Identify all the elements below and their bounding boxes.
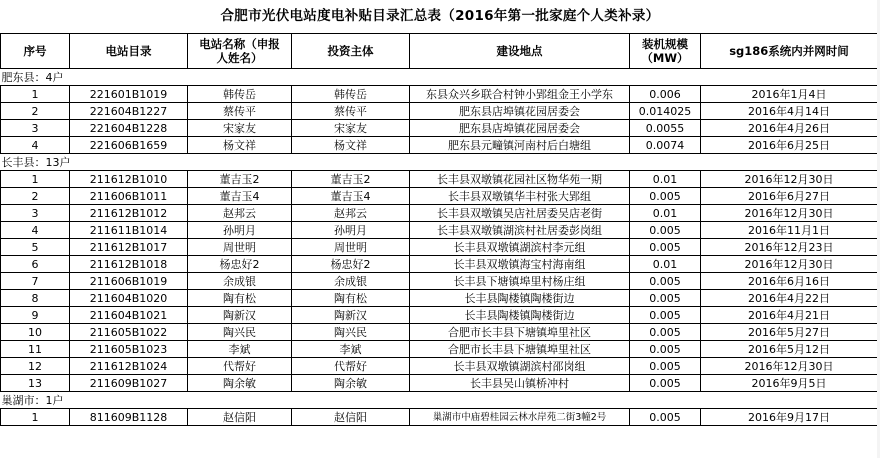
cell-seq: 2 — [1, 103, 70, 120]
cell-grid-time: 2016年4月26日 — [701, 120, 878, 137]
cell-station-name: 孙明月 — [188, 222, 292, 239]
cell-location: 长丰县陶楼镇陶楼街边 — [410, 307, 630, 324]
group-label: 长丰县：13户 — [1, 154, 878, 171]
cell-seq: 13 — [1, 375, 70, 392]
header-station-name-text: 电站名称（申报人姓名） — [199, 37, 280, 65]
cell-location: 长丰县双墩镇海宝村海南组 — [410, 256, 630, 273]
cell-capacity: 0.005 — [630, 239, 701, 256]
group-row — [1, 154, 878, 171]
cell-location: 合肥市长丰县下塘镇埠里社区 — [410, 324, 630, 341]
cell-investor: 陶兴民 — [292, 324, 410, 341]
cell-location: 长丰县双墩镇湖滨村李元组 — [410, 239, 630, 256]
cell-station-name: 赵信阳 — [188, 409, 292, 426]
cell-station-name: 周世明 — [188, 239, 292, 256]
cell-station-id: 221601B1019 — [70, 86, 188, 103]
header-capacity — [630, 34, 701, 69]
cell-location: 长丰县吴山镇桥冲村 — [410, 375, 630, 392]
cell-investor: 陶有松 — [292, 290, 410, 307]
table-row — [1, 375, 878, 392]
cell-capacity: 0.005 — [630, 324, 701, 341]
table-row — [1, 137, 878, 154]
cell-station-name: 董吉玉4 — [188, 188, 292, 205]
cell-investor: 杨忠好2 — [292, 256, 410, 273]
cell-investor: 宋家友 — [292, 120, 410, 137]
cell-location: 合肥市长丰县下塘镇埠里社区 — [410, 341, 630, 358]
cell-station-name: 杨文祥 — [188, 137, 292, 154]
cell-station-id: 211611B1014 — [70, 222, 188, 239]
cell-seq: 2 — [1, 188, 70, 205]
cell-grid-time: 2016年11月1日 — [701, 222, 878, 239]
table-row — [1, 205, 878, 222]
cell-station-id: 211612B1024 — [70, 358, 188, 375]
cell-location: 肥东县店埠镇花园居委会 — [410, 103, 630, 120]
table-row — [1, 307, 878, 324]
cell-capacity: 0.0055 — [630, 120, 701, 137]
group-row — [1, 69, 878, 86]
group-label: 巢湖市：1户 — [1, 392, 878, 409]
cell-capacity: 0.005 — [630, 409, 701, 426]
table-row — [1, 171, 878, 188]
table-row — [1, 409, 878, 426]
cell-seq: 3 — [1, 205, 70, 222]
subsidy-table — [0, 33, 878, 426]
cell-grid-time: 2016年1月4日 — [701, 86, 878, 103]
cell-station-id: 211606B1011 — [70, 188, 188, 205]
cell-location: 长丰县陶楼镇陶楼街边 — [410, 290, 630, 307]
cell-location: 巢湖市中庙碧桂园云林水岸苑二街3幢2号 — [410, 409, 630, 426]
cell-investor: 蔡传平 — [292, 103, 410, 120]
table-row — [1, 341, 878, 358]
cell-station-name: 李斌 — [188, 341, 292, 358]
cell-seq: 7 — [1, 273, 70, 290]
cell-capacity: 0.006 — [630, 86, 701, 103]
cell-station-id: 221604B1227 — [70, 103, 188, 120]
table-row — [1, 188, 878, 205]
cell-investor: 赵邦云 — [292, 205, 410, 222]
cell-station-id: 211612B1010 — [70, 171, 188, 188]
cell-seq: 4 — [1, 137, 70, 154]
cell-capacity: 0.005 — [630, 307, 701, 324]
cell-capacity: 0.005 — [630, 375, 701, 392]
table-row — [1, 256, 878, 273]
cell-investor: 孙明月 — [292, 222, 410, 239]
table-row — [1, 273, 878, 290]
cell-station-name: 陶有松 — [188, 290, 292, 307]
table-row — [1, 324, 878, 341]
cell-grid-time: 2016年12月30日 — [701, 205, 878, 222]
cell-capacity: 0.01 — [630, 171, 701, 188]
cell-investor: 李斌 — [292, 341, 410, 358]
cell-seq: 1 — [1, 86, 70, 103]
cell-grid-time: 2016年5月27日 — [701, 324, 878, 341]
cell-station-name: 陶兴民 — [188, 324, 292, 341]
header-row — [1, 34, 878, 69]
cell-grid-time: 2016年12月30日 — [701, 171, 878, 188]
table-row — [1, 358, 878, 375]
cell-grid-time: 2016年6月27日 — [701, 188, 878, 205]
cell-grid-time: 2016年5月12日 — [701, 341, 878, 358]
cell-capacity: 0.014025 — [630, 103, 701, 120]
header-station-name — [188, 34, 292, 69]
cell-location: 长丰县双墩镇湖滨村邵岗组 — [410, 358, 630, 375]
cell-grid-time: 2016年9月17日 — [701, 409, 878, 426]
table-row — [1, 222, 878, 239]
cell-investor: 董吉玉2 — [292, 171, 410, 188]
cell-seq: 1 — [1, 409, 70, 426]
cell-station-name: 赵邦云 — [188, 205, 292, 222]
cell-seq: 4 — [1, 222, 70, 239]
cell-station-id: 811609B1128 — [70, 409, 188, 426]
cell-location: 长丰县双墩镇华丰村张大郢组 — [410, 188, 630, 205]
cell-station-id: 221606B1659 — [70, 137, 188, 154]
cell-station-id: 221604B1228 — [70, 120, 188, 137]
cell-capacity: 0.01 — [630, 256, 701, 273]
cell-grid-time: 2016年4月21日 — [701, 307, 878, 324]
cell-station-id: 211606B1019 — [70, 273, 188, 290]
cell-investor: 陶新汉 — [292, 307, 410, 324]
cell-station-id: 211605B1023 — [70, 341, 188, 358]
cell-location: 东县众兴乡联合村钟小郢组金王小学东 — [410, 86, 630, 103]
cell-capacity: 0.0074 — [630, 137, 701, 154]
cell-station-name: 宋家友 — [188, 120, 292, 137]
cell-seq: 6 — [1, 256, 70, 273]
cell-investor: 余成银 — [292, 273, 410, 290]
cell-capacity: 0.01 — [630, 205, 701, 222]
cell-grid-time: 2016年4月14日 — [701, 103, 878, 120]
cell-station-id: 211604B1021 — [70, 307, 188, 324]
cell-seq: 3 — [1, 120, 70, 137]
group-row — [1, 392, 878, 409]
cell-grid-time: 2016年12月30日 — [701, 256, 878, 273]
table-row — [1, 239, 878, 256]
cell-capacity: 0.005 — [630, 188, 701, 205]
cell-station-name: 蔡传平 — [188, 103, 292, 120]
table-row — [1, 103, 878, 120]
cell-grid-time: 2016年12月23日 — [701, 239, 878, 256]
cell-location: 长丰县下塘镇埠里村杨庄组 — [410, 273, 630, 290]
cell-location: 肥东县元疃镇河南村后白塘组 — [410, 137, 630, 154]
table-body — [1, 69, 878, 426]
cell-seq: 11 — [1, 341, 70, 358]
cell-station-name: 代帮好 — [188, 358, 292, 375]
cell-seq: 9 — [1, 307, 70, 324]
cell-location: 长丰县双墩镇吴店社居委吴店老街 — [410, 205, 630, 222]
cell-location: 肥东县店埠镇花园居委会 — [410, 120, 630, 137]
header-capacity-text: 装机规模（MW） — [641, 37, 689, 65]
cell-location: 长丰县双墩镇花园社区物华苑一期 — [410, 171, 630, 188]
cell-station-id: 211612B1017 — [70, 239, 188, 256]
cell-investor: 代帮好 — [292, 358, 410, 375]
cell-station-id: 211612B1012 — [70, 205, 188, 222]
cell-station-name: 董吉玉2 — [188, 171, 292, 188]
header-station-id: 电站目录 — [70, 34, 188, 69]
cell-station-name: 余成银 — [188, 273, 292, 290]
cell-grid-time: 2016年6月25日 — [701, 137, 878, 154]
cell-seq: 5 — [1, 239, 70, 256]
table-row — [1, 120, 878, 137]
cell-investor: 董吉玉4 — [292, 188, 410, 205]
cell-grid-time: 2016年4月22日 — [701, 290, 878, 307]
cell-capacity: 0.005 — [630, 273, 701, 290]
cell-grid-time: 2016年6月16日 — [701, 273, 878, 290]
cell-seq: 10 — [1, 324, 70, 341]
cell-seq: 12 — [1, 358, 70, 375]
cell-investor: 陶余敏 — [292, 375, 410, 392]
table-row — [1, 290, 878, 307]
cell-station-name: 陶余敏 — [188, 375, 292, 392]
cell-station-id: 211605B1022 — [70, 324, 188, 341]
cell-investor: 周世明 — [292, 239, 410, 256]
cell-location: 长丰县双墩镇湖滨村社居委彭岗组 — [410, 222, 630, 239]
cell-capacity: 0.005 — [630, 341, 701, 358]
cell-station-name: 陶新汉 — [188, 307, 292, 324]
header-investor: 投资主体 — [292, 34, 410, 69]
table-row — [1, 86, 878, 103]
cell-grid-time: 2016年9月5日 — [701, 375, 878, 392]
group-label: 肥东县：4户 — [1, 69, 878, 86]
cell-capacity: 0.005 — [630, 290, 701, 307]
cell-seq: 8 — [1, 290, 70, 307]
table-title: 合肥市光伏电站度电补贴目录汇总表（2016年第一批家庭个人类补录） — [220, 8, 660, 24]
cell-capacity: 0.005 — [630, 358, 701, 375]
cell-station-id: 211604B1020 — [70, 290, 188, 307]
cell-investor: 韩传岳 — [292, 86, 410, 103]
cell-station-name: 韩传岳 — [188, 86, 292, 103]
cell-station-id: 211609B1027 — [70, 375, 188, 392]
cell-station-id: 211612B1018 — [70, 256, 188, 273]
cell-seq: 1 — [1, 171, 70, 188]
cell-grid-time: 2016年12月30日 — [701, 358, 878, 375]
cell-investor: 赵信阳 — [292, 409, 410, 426]
cell-station-name: 杨忠好2 — [188, 256, 292, 273]
header-grid-time: sg186系统内并网时间 — [701, 34, 878, 69]
cell-capacity: 0.005 — [630, 222, 701, 239]
cell-investor: 杨文祥 — [292, 137, 410, 154]
header-seq: 序号 — [1, 34, 70, 69]
header-location: 建设地点 — [410, 34, 630, 69]
